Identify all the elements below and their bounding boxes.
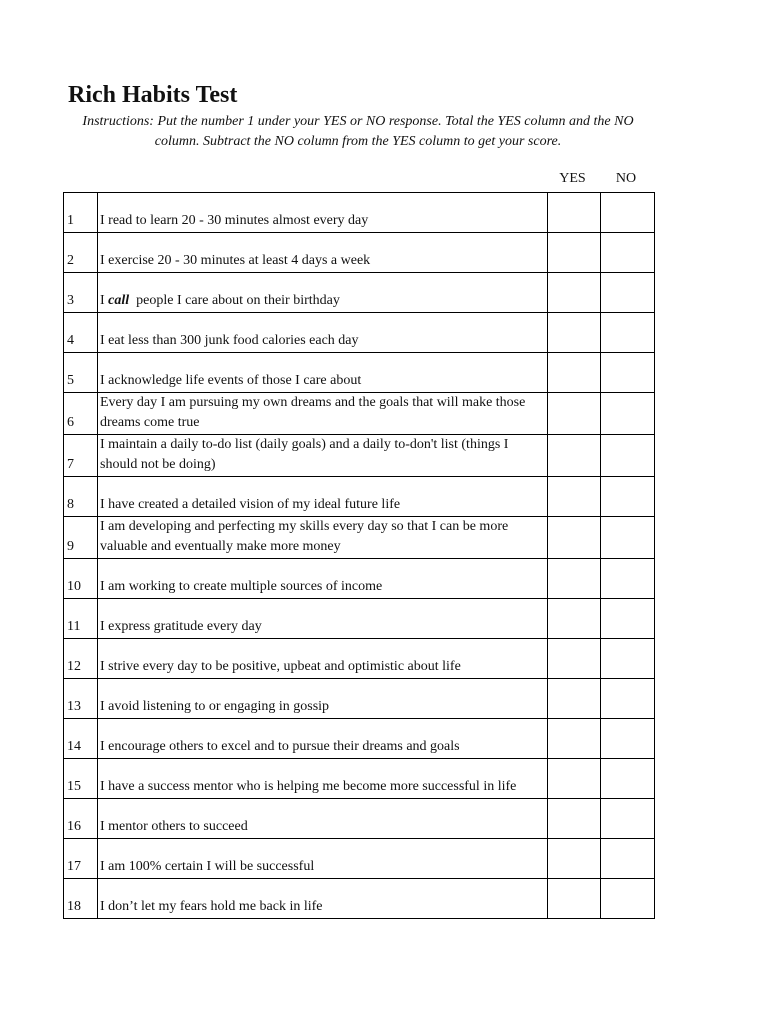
yes-answer-cell[interactable] (548, 435, 601, 477)
habit-statement: I am 100% certain I will be successful (98, 839, 548, 879)
habit-statement: I don’t let my fears hold me back in life (98, 879, 548, 919)
yes-answer-cell[interactable] (548, 639, 601, 679)
no-answer-cell[interactable] (601, 559, 655, 599)
yes-answer-cell[interactable] (548, 517, 601, 559)
habit-statement: I acknowledge life events of those I care about (98, 353, 548, 393)
yes-answer-cell[interactable] (548, 839, 601, 879)
row-number: 13 (64, 679, 98, 719)
no-answer-cell[interactable] (601, 639, 655, 679)
no-answer-cell[interactable] (601, 353, 655, 393)
table-row (64, 639, 655, 679)
habit-statement: I am developing and perfecting my skills every day so that I can be more valuable and eventually make more money (98, 517, 548, 559)
yes-answer-cell[interactable] (548, 879, 601, 919)
table-row (64, 273, 655, 313)
row-number: 17 (64, 839, 98, 879)
habit-statement-start: I (100, 293, 109, 308)
yes-answer-cell[interactable] (548, 313, 601, 353)
table-row (64, 839, 655, 879)
habit-statement-emphasis: call (108, 293, 130, 308)
page-title: Rich Habits Test (68, 82, 238, 108)
row-number: 12 (64, 639, 98, 679)
yes-answer-cell[interactable] (548, 719, 601, 759)
habit-statement: I have created a detailed vision of my ideal future life (98, 477, 548, 517)
table-row (64, 233, 655, 273)
habit-statement: Every day I am pursuing my own dreams and the goals that will make those dreams come true (98, 393, 548, 435)
row-number: 2 (64, 233, 98, 273)
no-answer-cell[interactable] (601, 435, 655, 477)
table-row (64, 193, 655, 233)
row-number: 4 (64, 313, 98, 353)
habits-table (63, 192, 655, 919)
table-row (64, 679, 655, 719)
row-number: 1 (64, 193, 98, 233)
habit-statement: I strive every day to be positive, upbeat and optimistic about life (98, 639, 548, 679)
row-number: 14 (64, 719, 98, 759)
yes-answer-cell[interactable] (548, 759, 601, 799)
habit-statement-end: people I care about on their birthday (129, 293, 340, 308)
table-row (64, 353, 655, 393)
no-answer-cell[interactable] (601, 273, 655, 313)
yes-answer-cell[interactable] (548, 599, 601, 639)
no-answer-cell[interactable] (601, 193, 655, 233)
no-answer-cell[interactable] (601, 839, 655, 879)
row-number: 16 (64, 799, 98, 839)
no-answer-cell[interactable] (601, 799, 655, 839)
yes-answer-cell[interactable] (548, 477, 601, 517)
table-row (64, 559, 655, 599)
table-row (64, 435, 655, 477)
habit-statement: I mentor others to succeed (98, 799, 548, 839)
habit-statement: I am working to create multiple sources of income (98, 559, 548, 599)
no-answer-cell[interactable] (601, 759, 655, 799)
yes-answer-cell[interactable] (548, 233, 601, 273)
table-row (64, 313, 655, 353)
row-number: 6 (64, 393, 98, 435)
habit-statement: I express gratitude every day (98, 599, 548, 639)
no-answer-cell[interactable] (601, 517, 655, 559)
no-answer-cell[interactable] (601, 313, 655, 353)
habit-statement (98, 273, 548, 313)
yes-answer-cell[interactable] (548, 799, 601, 839)
table-row (64, 393, 655, 435)
table-row (64, 477, 655, 517)
table-row (64, 719, 655, 759)
row-number: 8 (64, 477, 98, 517)
row-number: 18 (64, 879, 98, 919)
no-answer-cell[interactable] (601, 679, 655, 719)
row-number: 15 (64, 759, 98, 799)
table-row (64, 879, 655, 919)
row-number: 5 (64, 353, 98, 393)
habit-statement: I read to learn 20 - 30 minutes almost every day (98, 193, 548, 233)
habit-statement: I have a success mentor who is helping me become more successful in life (98, 759, 548, 799)
yes-answer-cell[interactable] (548, 273, 601, 313)
yes-column-header: YES (559, 171, 586, 186)
row-number: 9 (64, 517, 98, 559)
habit-statement: I exercise 20 - 30 minutes at least 4 days a week (98, 233, 548, 273)
no-answer-cell[interactable] (601, 599, 655, 639)
habit-statement: I maintain a daily to-do list (daily goals) and a daily to-don't list (things I should not be doing) (98, 435, 548, 477)
no-answer-cell[interactable] (601, 879, 655, 919)
yes-answer-cell[interactable] (548, 393, 601, 435)
no-answer-cell[interactable] (601, 477, 655, 517)
table-row (64, 759, 655, 799)
yes-answer-cell[interactable] (548, 679, 601, 719)
table-row (64, 799, 655, 839)
row-number: 3 (64, 273, 98, 313)
yes-answer-cell[interactable] (548, 353, 601, 393)
row-number: 11 (64, 599, 98, 639)
no-answer-cell[interactable] (601, 393, 655, 435)
no-answer-cell[interactable] (601, 233, 655, 273)
habit-statement: I eat less than 300 junk food calories each day (98, 313, 548, 353)
habit-statement: I encourage others to excel and to pursue their dreams and goals (98, 719, 548, 759)
row-number: 10 (64, 559, 98, 599)
yes-answer-cell[interactable] (548, 559, 601, 599)
instructions-text: Instructions: Put the number 1 under your YES or NO response. Total the YES column and the NO column. Subtract the NO column from the YES column to get your score. (82, 114, 634, 149)
no-column-header: NO (615, 171, 637, 186)
habit-statement: I avoid listening to or engaging in gossip (98, 679, 548, 719)
row-number: 7 (64, 435, 98, 477)
table-row (64, 599, 655, 639)
table-row (64, 517, 655, 559)
no-answer-cell[interactable] (601, 719, 655, 759)
yes-answer-cell[interactable] (548, 193, 601, 233)
